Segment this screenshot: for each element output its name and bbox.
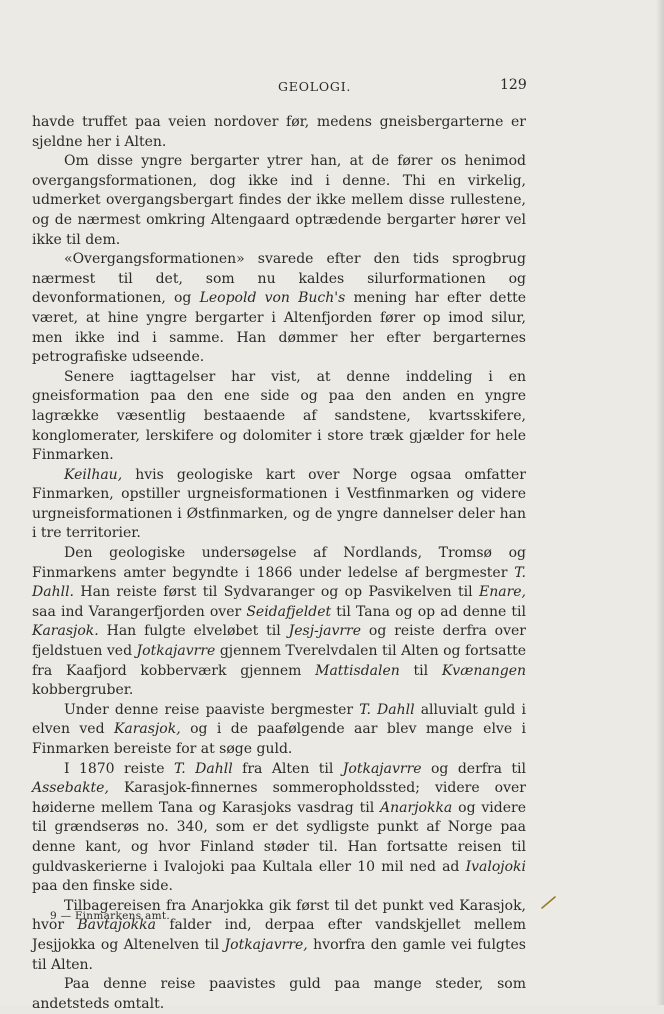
- italic-name: Mattisdalen: [315, 662, 400, 679]
- page-number: 129: [500, 77, 527, 93]
- italic-name: Karasjok.: [32, 623, 99, 640]
- text-run: Om disse yngre bergarter ytrer han, at de fører os henimod overgangsformationen, dog ikke ind i denne. Thi en virkelig, udmerket overgangsbergart findes der ikke mellem disse rullestene, og de nærmest omkring Altengaard optrædende bergarter hører vel ikke til dem.: [32, 153, 526, 248]
- text-run: Paa denne reise paavistes guld paa mange steder, som andetsteds omtalt.: [32, 976, 526, 1012]
- italic-name: Seidafjeldet: [246, 603, 332, 620]
- italic-name: T. Dahll: [174, 760, 233, 777]
- text-run: Tilbagereisen fra Anarjokka gik først til det punkt ved Karasjok, hvor: [32, 897, 526, 934]
- page-edge-shadow: [656, 0, 664, 1005]
- text-run: hvis geologiske kart over Norge ogsaa omfatter Finmarken, opstiller urgneisformationen i Vestfinmarken og videre urgneisformationen i Østfinmarken, og de yngre dannelser deler han i tre territorier.: [32, 466, 526, 542]
- italic-name: Enare,: [478, 584, 526, 601]
- text-run: og derfra til: [421, 760, 526, 777]
- italic-name: Jotkajavrre: [136, 643, 216, 660]
- text-run: I 1870 reiste: [64, 760, 175, 777]
- pencil-mark-icon: [540, 894, 558, 910]
- paragraph: [32, 466, 526, 544]
- italic-name: Ivalojoki: [465, 858, 526, 875]
- paragraph: [32, 152, 526, 250]
- text-run: «Overgangsformationen» svarede efter den tids sprogbrug nærmest til det, som nu kaldes silurformationen og devonformationen, og: [32, 251, 526, 307]
- paragraph: [32, 897, 526, 975]
- italic-name: T. Dahll.: [32, 564, 526, 601]
- italic-name: Jotkajavrre,: [224, 936, 308, 953]
- italic-name: Kvænangen: [441, 662, 526, 679]
- text-run: Senere iagttagelser har vist, at denne inddeling i en gneisformation paa den ene side og paa den anden en yngre lagrække væsentlig bestaaende af sandstene, kvartsskifere, konglomerater, lerskifere og dolomiter i store træk gjælder for hele Finmarken.: [32, 368, 526, 464]
- text-run: gjennem Tverelvdalen til Alten og fortsatte fra Kaafjord kobberværk gjennem: [32, 643, 526, 679]
- text-run: kobbergruber.: [32, 682, 134, 699]
- text-run: og reiste derfra over fjeldstuen ved: [32, 623, 526, 660]
- italic-name: Keilhau,: [64, 466, 123, 483]
- paragraph: [32, 250, 526, 368]
- paragraph: [32, 701, 526, 760]
- italic-name: Jesj-javrre: [288, 623, 362, 640]
- text-run: alluvialt guld i elven ved: [32, 701, 526, 738]
- text-run: og videre til grændserøs no. 340, som er det sydligste punkt af Norge paa denne kant, og hvor Finland støder til. Han fortsatte reisen til guldvaskerierne i Ivalojoki paa Kultala eller 10 mil ned ad: [32, 799, 526, 875]
- italic-name: T. Dahll: [359, 701, 415, 718]
- running-head: GEOLOGI.: [278, 79, 352, 94]
- text-run: fra Alten til: [232, 760, 343, 777]
- italic-name: Anarjokka: [380, 799, 453, 816]
- signature-line: 9 — Finmarkens amt.: [50, 910, 171, 922]
- text-run: falder ind, derpaa efter vandskjellet mellem Jesjjokka og Altenelven til: [32, 917, 526, 953]
- paragraph: [32, 975, 526, 1014]
- text-run: hvorfra den gamle vei fulgtes til Alten.: [32, 936, 526, 973]
- italic-name: Leopold von Buch's: [199, 290, 346, 307]
- text-run: til: [399, 662, 442, 679]
- text-run: paa den finske side.: [32, 878, 173, 895]
- paragraph: [32, 113, 526, 152]
- text-run: og i de paafølgende aar blev mange elve i Finmarken bereiste for at søge guld.: [32, 721, 526, 757]
- text-run: Den geologiske undersøgelse af Nordlands, Tromsø og Finmarkens amter begyndte i 1866 under ledelse af bergmester: [32, 545, 526, 581]
- text-run: Under denne reise paaviste bergmester: [64, 701, 360, 718]
- italic-name: Karasjok,: [113, 721, 181, 738]
- italic-name: Jotkajavrre: [342, 760, 422, 777]
- paragraph: [32, 760, 526, 897]
- text-run: Han reiste først til Sydvaranger og op Pasvikelven til: [74, 584, 479, 601]
- italic-name: Bavtajokka: [77, 917, 156, 934]
- paragraph: [32, 544, 526, 701]
- italic-name: Assebakte,: [32, 780, 109, 797]
- text-run: havde truffet paa veien nordover før, medens gneisbergarterne er sjeldne her i Alten.: [32, 114, 526, 150]
- text-run: Karasjok-finnernes sommeropholdssted; videre over høiderne mellem Tana og Karasjoks vasdrag til: [32, 780, 526, 816]
- text-run: mening har efter dette været, at hine yngre bergarter i Altenfjorden fører op imod silur, men ikke ind i samme. Han dømmer her efter bergarternes petrografiske udseende.: [32, 290, 526, 366]
- paragraph: [32, 368, 526, 466]
- text-run: saa ind Varangerfjorden over: [32, 603, 247, 620]
- body-text: [32, 113, 526, 1014]
- text-run: til Tana og op ad denne til: [331, 603, 526, 620]
- text-run: Han fulgte elveløbet til: [98, 623, 289, 640]
